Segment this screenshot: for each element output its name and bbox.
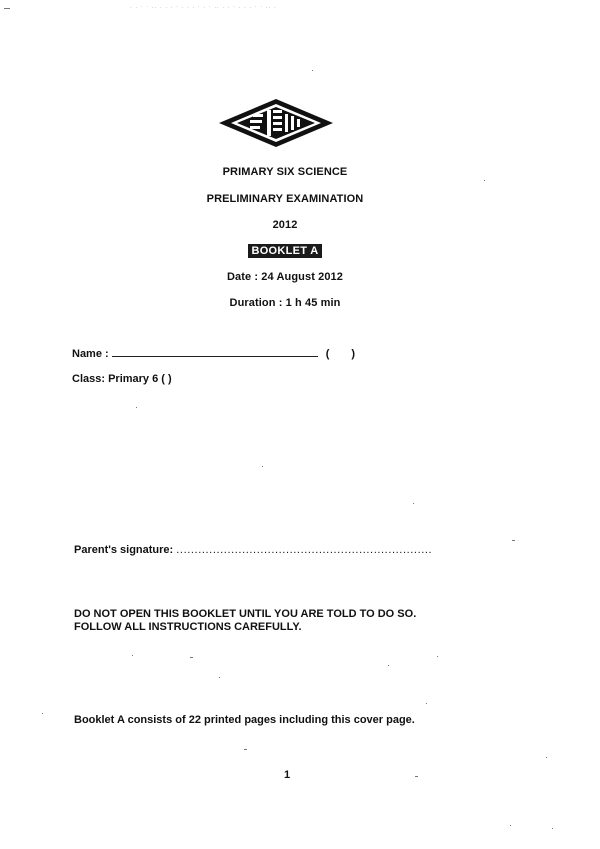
scan-speck (190, 657, 193, 658)
scan-speck (546, 757, 547, 758)
booklet-label: BOOKLET A (248, 244, 321, 258)
scan-speck (42, 713, 43, 714)
index-paren-open: ( (325, 348, 330, 360)
parent-signature-field[interactable] (74, 544, 432, 556)
name-field[interactable] (72, 347, 355, 360)
scan-speck (244, 749, 247, 750)
scan-speck (484, 180, 485, 181)
scan-speck (262, 466, 263, 467)
index-paren-close: ) (351, 348, 356, 360)
instructions-block (74, 608, 416, 634)
class-field[interactable]: Class: Primary 6 ( ) (72, 373, 172, 385)
scan-speck (219, 677, 220, 678)
page-number: 1 (284, 769, 291, 781)
scan-speck (552, 828, 553, 829)
name-blank-line[interactable] (112, 347, 318, 357)
scan-speck (4, 8, 10, 9)
scan-speck (437, 656, 438, 657)
exam-duration: Duration : 1 h 45 min (229, 297, 341, 309)
scan-speck (413, 503, 414, 504)
scan-noise: . . · · .. . . . · . . . · . · .. . . · . . . · · .. . (130, 4, 277, 10)
scan-speck (132, 655, 133, 656)
signature-dotted-line[interactable]: ...................................................................... (176, 544, 433, 556)
signature-label: Parent's signature: (74, 544, 174, 556)
scan-speck (388, 665, 389, 666)
scan-speck (426, 703, 427, 704)
scan-speck (136, 407, 137, 408)
exam-year: 2012 (272, 219, 298, 231)
instruction-line-2: FOLLOW ALL INSTRUCTIONS CAREFULLY. (74, 621, 302, 633)
exam-date: Date : 24 August 2012 (226, 271, 343, 283)
school-logo-icon (217, 98, 335, 148)
scan-speck (510, 825, 511, 826)
instruction-line-1: DO NOT OPEN THIS BOOKLET UNTIL YOU ARE TOLD TO DO SO. (74, 608, 417, 620)
scan-speck (415, 776, 418, 777)
booklet-label-wrap (0, 244, 570, 258)
name-label: Name : (72, 348, 109, 360)
exam-title: PRELIMINARY EXAMINATION (206, 193, 364, 205)
scan-speck (312, 70, 313, 71)
subject-title: PRIMARY SIX SCIENCE (222, 166, 348, 178)
scan-speck (512, 540, 515, 541)
page-count-statement: Booklet A consists of 22 printed pages including this cover page. (74, 714, 415, 726)
